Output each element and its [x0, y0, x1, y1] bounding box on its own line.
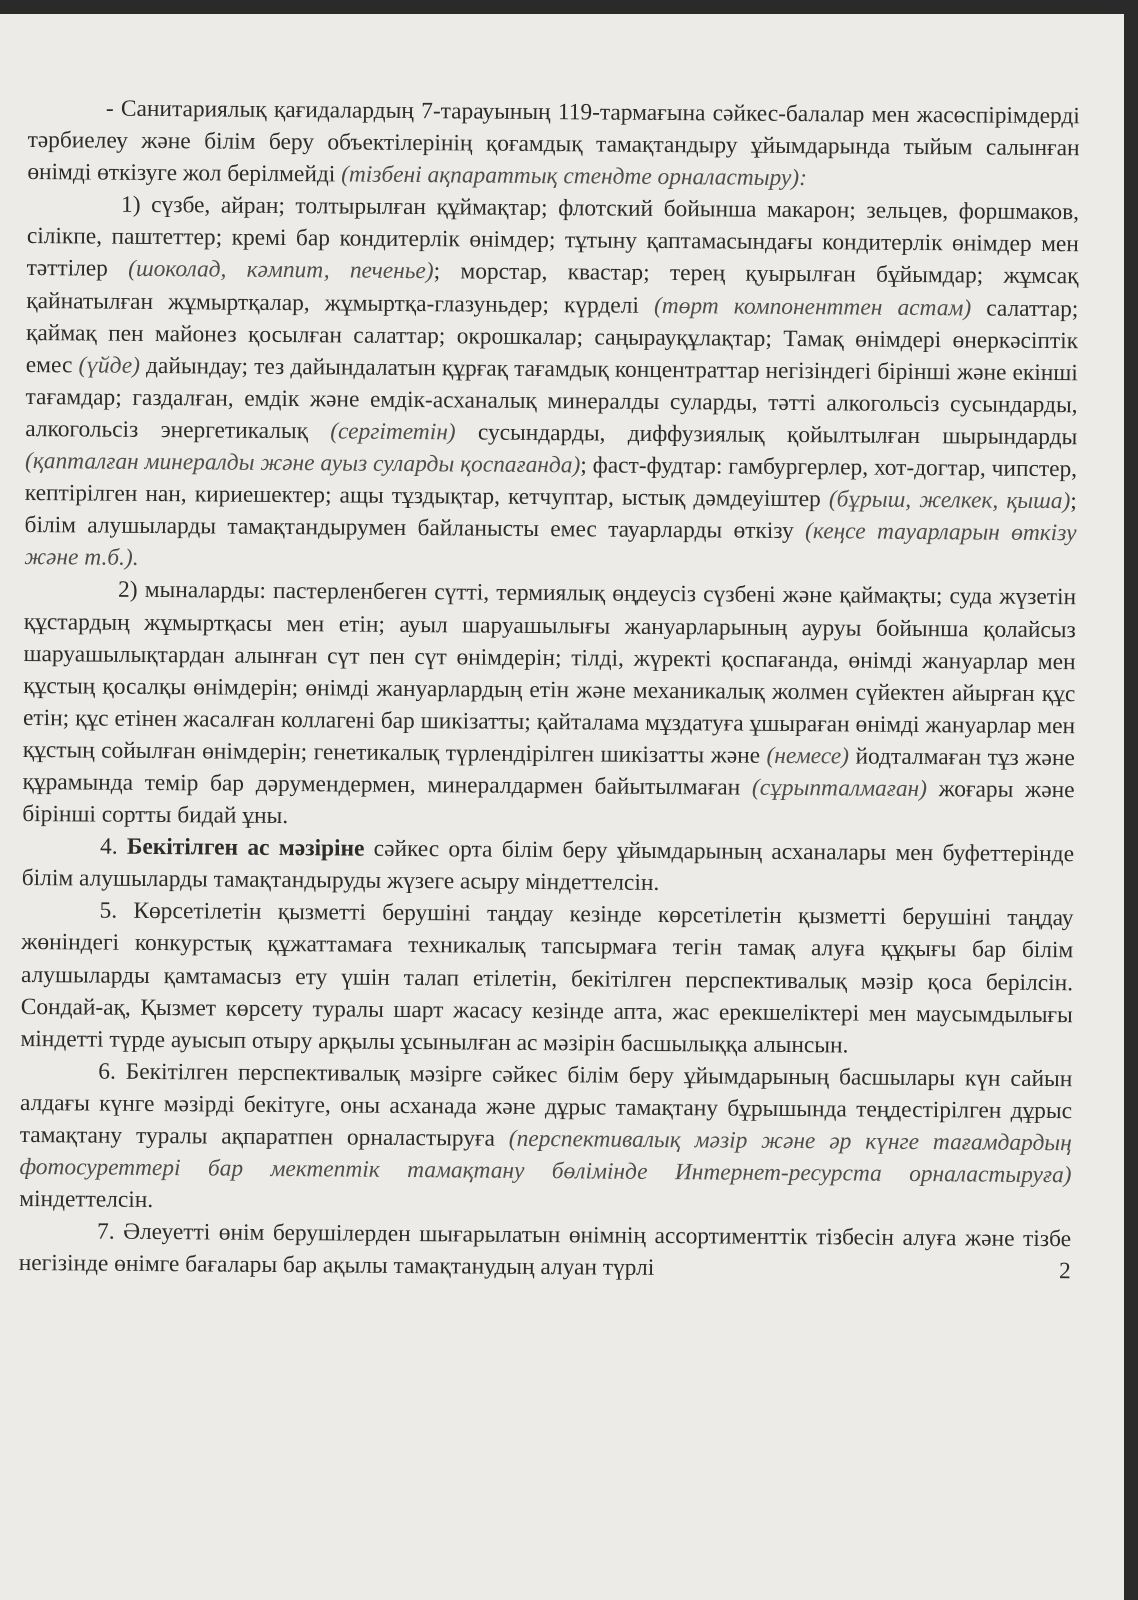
paragraph-text: жоғары және бірінші сортты бидай ұны.: [22, 776, 1075, 830]
italic-note: (кеңсе тауарларын өткізу және т.б.).: [24, 518, 1077, 572]
paragraph-5: 5. Көрсетілетін қызметті берушіні таңдау кезінде көрсетілетін қызметті берушіні таңдау жөніндегі конкурстық құжаттамаға техникалық тапсырмаға тегін тамақ алуға құқығы бар білім алушыларды қамтамасыз ету үшін талап етілетін, бекітілген перспективалық мәзір қоса берілсін. Сондай-ақ, Қызмет көрсету туралы шарт жасасу кезінде апта, жас ерекшеліктері мен маусымдылығы міндетті түрде ауысып отыру арқылы ұсынылған ас мәзірін басшылыққа алынсын.: [20, 897, 1074, 1059]
paragraph-text: ; фаст-фудтар: гамбургерлер, хот-догтар, чипстер, кептірілген нан, кириешектер; ащы тұздықтар, кетчуптар, ыстық дәмдеуіштер: [24, 452, 1078, 513]
paragraph-text: сәйкес орта білім беру ұйымдарының асханалары мен буфеттерінде білім алушыларды тамақтандыруды жүзеге асыру міндеттелсін.: [21, 835, 1075, 897]
italic-note: (тізбені ақпараттық стендте орналастыру):: [341, 161, 808, 192]
italic-note: (немесе): [766, 742, 850, 770]
paragraph-text: - Санитариялық қағидалардың 7-тарауының 119-тармағына сәйкес-балалар мен жасөспірімдерді тәрбиелеу және білім беру объектілерінің қоғамдық тамақтандыру ұйымдарында тыйым салынған өнімді өткізуге жол берілмейді: [27, 95, 1080, 188]
paragraph-text: ; білім алушыларды тамақтандырумен байланысты емес тауарларды өткізу: [24, 488, 1077, 545]
italic-note: (шоколад, кәмпит, печенье): [128, 256, 434, 285]
paragraph-text: 1) сүзбе, айран; толтырылған құймақтар; флотский бойынша макарон; зельцев, форшмаков, сілікпе, паштеттер; кремі бар кондитерлік өнімдер; тұтыну қаптамасындағы кондитерлік өнімдер мен тәттілер: [26, 192, 1080, 283]
paragraph-4: [22, 830, 1074, 902]
list-item-2: [22, 573, 1076, 838]
paragraph-text: 7. Әлеуетті өнім берушілерден шығарылатын өнімнің ассортименттік тізбесін алуға және тізбе негізінде өнімге бағалары бар ақылы тамақтанудың алуан түрлі: [18, 1218, 1072, 1282]
italic-note: (перспективалық мәзір және әр күнге тағамдардың фотосуреттері бар мектептік тамақтану бөлімінде Интернет-ресурста орналастыруға): [19, 1125, 1072, 1189]
paragraph-text: ; морстар, квастар; терең қуырылған бұйымдар; жұмсақ қайнатылған жұмыртқалар, жұмыртқа-глазуньдер; күрделі: [26, 258, 1079, 319]
paragraph-text: 2) мыналарды: пастерленбеген сүтті, термиялық өңдеусіз сүзбені және қаймақты; суда жүзетін құстардың жұмыртқасы мен етін; ауыл шаруашылығы жануарларының ауруы бойынша қолайсыз шаруашылықтардан алынған сүт пен сүт өнімдерін; тілді, жүректі қоспағанда, өнімді жануарлар мен құстың қосалқы өнімдерін; өнімді жануарлардың етін және механикалық жолмен сүйектен айырған құс етін; құс етінен жасалған коллагені бар шикізатты; қайталама мұздатуға ұшыраған өнімді жануарлар мен құстың сойылған өнімдерін; генетикалық түрлендірілген шикізатты және: [22, 577, 1077, 769]
paragraph-6: [19, 1055, 1072, 1224]
document-page: [0, 14, 1124, 1600]
italic-note: (үйде): [78, 352, 141, 379]
italic-note: (бұрыш, желкек, қыша): [828, 486, 1071, 515]
paragraph-text: міндеттелсін.: [19, 1186, 154, 1214]
document-text: [19, 92, 1080, 1288]
italic-note: (сұрыпталмаған): [751, 774, 928, 803]
paragraph-number: 4.: [99, 833, 118, 860]
italic-note: (сергітетін): [330, 418, 456, 446]
paragraph-7: [19, 1215, 1071, 1287]
italic-note: (қапталған минералды және ауыз суларды қоспағанда): [24, 448, 581, 479]
paragraph-text: сусындарды, диффузиялық қойылтылған шырындарды: [477, 419, 1078, 451]
paragraph-prohibited-intro: [27, 92, 1080, 197]
page-number: 2: [1058, 1258, 1071, 1285]
paragraph-text: йодталмаған тұз және құрамында темір бар дәрумендермен, минералдармен байытылмаған: [22, 743, 1075, 801]
bold-phrase: Бекітілген ас мәзіріне: [126, 833, 365, 862]
italic-note: (төрт компоненттен астам): [653, 292, 972, 321]
paragraph-text: дайындау; тез дайындалатын құрғақ тағамдық концентраттар негізіндегі бірінші және екінші тағамдар; газдалған, емдік және емдік-асханалық минералды суларды, тәтті алкогольсіз сусындарды, алкогольсіз энергетикалық: [25, 352, 1078, 445]
paragraph-text: 6. Бекітілген перспективалық мәзірге сәйкес білім беру ұйымдарының басшылары күн сайын алдағы күнге мәзірді бекітуге, оны асханада және дұрыс тамақтану бұрышында теңдестірілген дұрыс тамақтану туралы ақпаратпен орналастыруға: [19, 1058, 1073, 1152]
paragraph-text: салаттар; қаймақ пен майонез қосылған салаттар; окрошкалар; саңырауқұлақтар; Тамақ өнімдері өнеркәсіптік емес: [25, 295, 1079, 379]
list-item-1: [24, 188, 1079, 581]
